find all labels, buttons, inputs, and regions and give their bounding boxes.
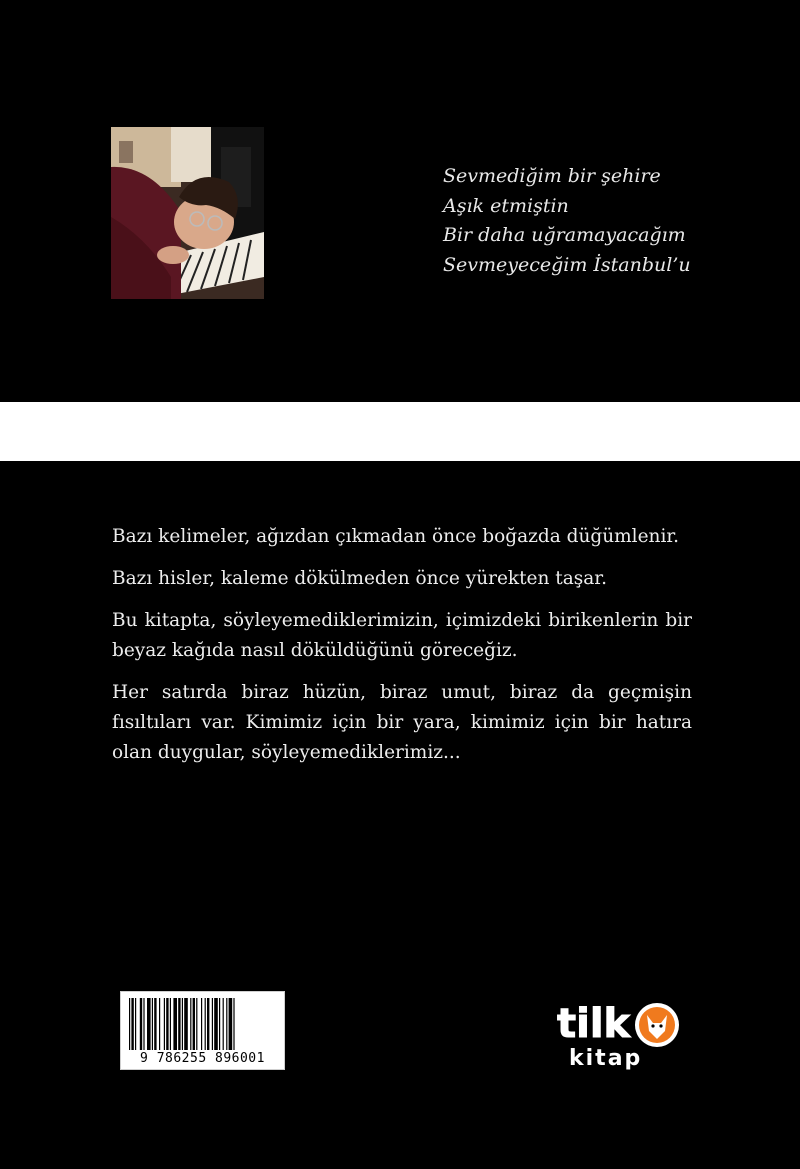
poem-line: Aşık etmiştin — [443, 194, 569, 217]
white-band — [0, 402, 800, 461]
isbn-digits: 9 786255 896001 — [140, 1051, 265, 1066]
logo-word-bottom: kitap — [569, 1046, 643, 1071]
blurb-paragraph: Her satırda biraz hüzün, biraz umut, biraz da geçmişin fısıltıları var. Kimimiz için bir yara, kimimiz için bir hatıra olan duygular, söyleyemediklerimiz... — [112, 682, 692, 763]
blurb-paragraph: Bu kitapta, söyleyemediklerimizin, içimizdeki birikenlerin bir beyaz kağıda nasıl döküldüğünü göreceğiz. — [112, 610, 692, 661]
poem-line: Sevmeyeceğim İstanbul’u — [443, 253, 691, 276]
barcode-bars — [127, 998, 280, 1050]
author-photo — [111, 127, 264, 299]
blurb-paragraph: Bazı kelimeler, ağızdan çıkmadan önce boğazda düğümlenir. — [112, 526, 680, 547]
poem-line: Bir daha uğramayacağım — [443, 224, 686, 246]
isbn-barcode — [120, 991, 285, 1070]
poem-line: Sevmediğim bir şehire — [443, 165, 661, 187]
logo-word-top: tilk — [557, 1001, 631, 1047]
blurb-paragraph: Bazı hisler, kaleme dökülmeden önce yürekten taşar. — [112, 568, 607, 589]
blurb — [112, 522, 692, 780]
poem — [443, 162, 773, 280]
publisher-logo — [555, 993, 685, 1071]
